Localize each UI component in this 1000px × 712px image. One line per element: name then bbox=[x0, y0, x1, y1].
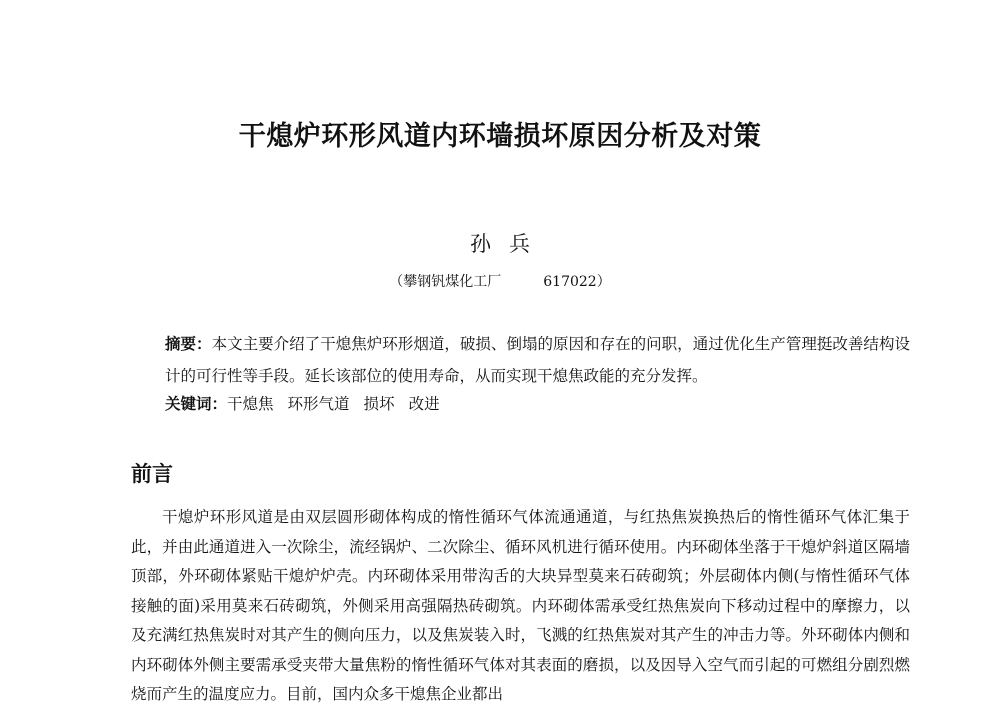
keyword-item: 损坏 bbox=[363, 395, 395, 413]
body-paragraph: 干熄炉环形风道是由双层圆形砌体构成的惰性循环气体流通通道，与红热焦炭换热后的惰性循环气体汇集于此，并由此通道进入一次除尘，流经锅炉、二次除尘、循环风机进行循环使用。内环砌体坐落于干熄炉斜道区隔墙顶部，外环砌体紧贴干熄炉炉壳。内环砌体采用带沟舌的大块异型莫来石砖砌筑；外层砌体内侧(与惰性循环气体接触的面)采用莫来石砖砌筑，外侧采用高强隔热砖砌筑。内环砌体需承受红热焦炭向下移动过程中的摩擦力，以及充满红热焦炭时对其产生的侧向压力，以及焦炭装入时，飞溅的红热焦炭对其产生的冲击力等。外环砌体内侧和内环砌体外侧主要需承受夹带大量焦粉的惰性循环气体对其表面的磨损，以及因导入空气而引起的可燃组分剧烈燃烧而产生的温度应力。目前，国内众多干熄焦企业都出 bbox=[131, 508, 910, 703]
abstract-label: 摘要： bbox=[165, 334, 212, 353]
paper-title: 干熄炉环形风道内环墙损坏原因分析及对策 bbox=[238, 121, 762, 152]
affiliation-postcode: 617022） bbox=[543, 274, 611, 290]
keyword-item: 干熄焦 bbox=[227, 395, 274, 413]
affiliation-org: （攀钢钒煤化工厂 bbox=[389, 274, 502, 290]
affiliation bbox=[0, 271, 1000, 291]
keywords-label: 关键词： bbox=[165, 394, 228, 413]
keyword-item: 改进 bbox=[408, 395, 440, 413]
section-heading-preface: 前言 bbox=[131, 462, 173, 486]
abstract-text: 本文主要介绍了干熄焦炉环形烟道，破损、倒塌的原因和存在的问职，通过优化生产管理挺改善结构设计的可行性等手段。延长该部位的使用寿命，从而实现干熄焦政能的充分发挥。 bbox=[165, 335, 910, 385]
abstract bbox=[165, 328, 910, 392]
keywords bbox=[165, 392, 454, 416]
keyword-item: 环形气道 bbox=[287, 395, 350, 413]
author-name: 孙兵 bbox=[470, 232, 548, 256]
